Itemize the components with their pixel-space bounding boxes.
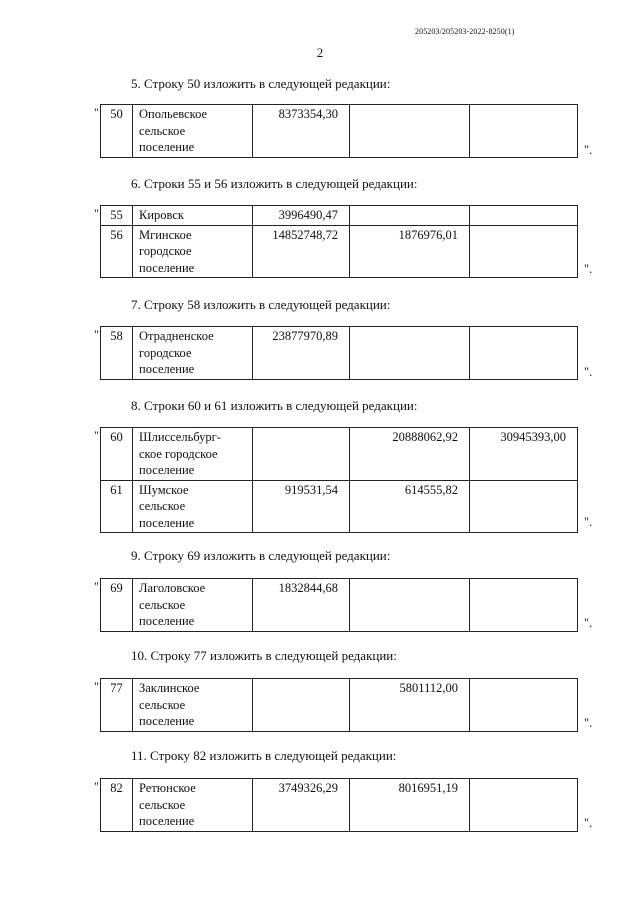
table-row (101, 579, 578, 632)
closing-mark: ". (584, 143, 593, 157)
opening-quote: " (94, 579, 99, 593)
municipality-name: Заклинское сельское поселение (133, 679, 253, 732)
amount-cell: 1832844,68 (253, 579, 350, 632)
opening-quote: " (94, 327, 99, 341)
amount-cell (470, 225, 578, 278)
amount-cell (470, 480, 578, 533)
amount-cell (470, 579, 578, 632)
row-number: 61 (101, 480, 133, 533)
amount-cell (470, 779, 578, 832)
municipality-name: Опольевское сельское поселение (133, 105, 253, 158)
row-number: 56 (101, 225, 133, 278)
municipality-name: Кировск (133, 206, 253, 226)
amount-cell (253, 428, 350, 481)
closing-mark: ". (584, 816, 593, 830)
municipality-name: Шумское сельское поселение (133, 480, 253, 533)
opening-quote: " (94, 428, 99, 442)
closing-mark: ". (584, 365, 593, 379)
amendment-table (100, 205, 578, 278)
table-row (101, 105, 578, 158)
row-number: 69 (101, 579, 133, 632)
amount-cell (350, 579, 470, 632)
document-id: 205203/205203-2022-8250(1) (415, 27, 515, 36)
instruction-heading: 10. Строку 77 изложить в следующей редакции: (131, 648, 397, 663)
table-row (101, 225, 578, 278)
amount-cell (253, 679, 350, 732)
amount-cell (470, 206, 578, 226)
closing-mark: ". (584, 716, 593, 730)
opening-quote: " (94, 779, 99, 793)
amount-cell: 919531,54 (253, 480, 350, 533)
row-number: 50 (101, 105, 133, 158)
row-number: 55 (101, 206, 133, 226)
closing-mark: ". (584, 515, 593, 529)
municipality-name: Отрадненское городское поселение (133, 327, 253, 380)
table-row (101, 327, 578, 380)
amount-cell: 3996490,47 (253, 206, 350, 226)
municipality-name: Мгинское городское поселение (133, 225, 253, 278)
amendment-table (100, 104, 578, 158)
row-number: 58 (101, 327, 133, 380)
instruction-heading: 8. Строки 60 и 61 изложить в следующей редакции: (131, 398, 418, 413)
amendment-table (100, 578, 578, 632)
amount-cell (470, 679, 578, 732)
amendment-table (100, 778, 578, 832)
table-row (101, 779, 578, 832)
closing-mark: ". (584, 616, 593, 630)
amount-cell: 14852748,72 (253, 225, 350, 278)
page-number: 2 (316, 45, 324, 60)
amount-cell (350, 105, 470, 158)
amendment-table (100, 678, 578, 732)
row-number: 82 (101, 779, 133, 832)
amount-cell: 5801112,00 (350, 679, 470, 732)
municipality-name: Лаголовское сельское поселение (133, 579, 253, 632)
amount-cell (470, 105, 578, 158)
instruction-heading: 7. Строку 58 изложить в следующей редакции: (131, 297, 391, 312)
instruction-heading: 9. Строку 69 изложить в следующей редакции: (131, 548, 391, 563)
table-row (101, 679, 578, 732)
instruction-heading: 6. Строки 55 и 56 изложить в следующей редакции: (131, 176, 418, 191)
amount-cell: 614555,82 (350, 480, 470, 533)
municipality-name: Шлиссельбург- ское городское поселение (133, 428, 253, 481)
row-number: 60 (101, 428, 133, 481)
amount-cell: 23877970,89 (253, 327, 350, 380)
amount-cell: 1876976,01 (350, 225, 470, 278)
amount-cell: 20888062,92 (350, 428, 470, 481)
opening-quote: " (94, 206, 99, 220)
municipality-name: Ретюнское сельское поселение (133, 779, 253, 832)
amount-cell (470, 327, 578, 380)
amount-cell (350, 327, 470, 380)
table-row (101, 206, 578, 226)
closing-mark: ". (584, 262, 593, 276)
instruction-heading: 5. Строку 50 изложить в следующей редакции: (131, 76, 391, 91)
amount-cell (350, 206, 470, 226)
amount-cell: 30945393,00 (470, 428, 578, 481)
instruction-heading: 11. Строку 82 изложить в следующей редакции: (131, 748, 397, 763)
table-row (101, 428, 578, 481)
row-number: 77 (101, 679, 133, 732)
amendment-table (100, 326, 578, 380)
amount-cell: 8016951,19 (350, 779, 470, 832)
amount-cell: 8373354,30 (253, 105, 350, 158)
amount-cell: 3749326,29 (253, 779, 350, 832)
table-row (101, 480, 578, 533)
opening-quote: " (94, 105, 99, 119)
amendment-table (100, 427, 578, 533)
opening-quote: " (94, 679, 99, 693)
